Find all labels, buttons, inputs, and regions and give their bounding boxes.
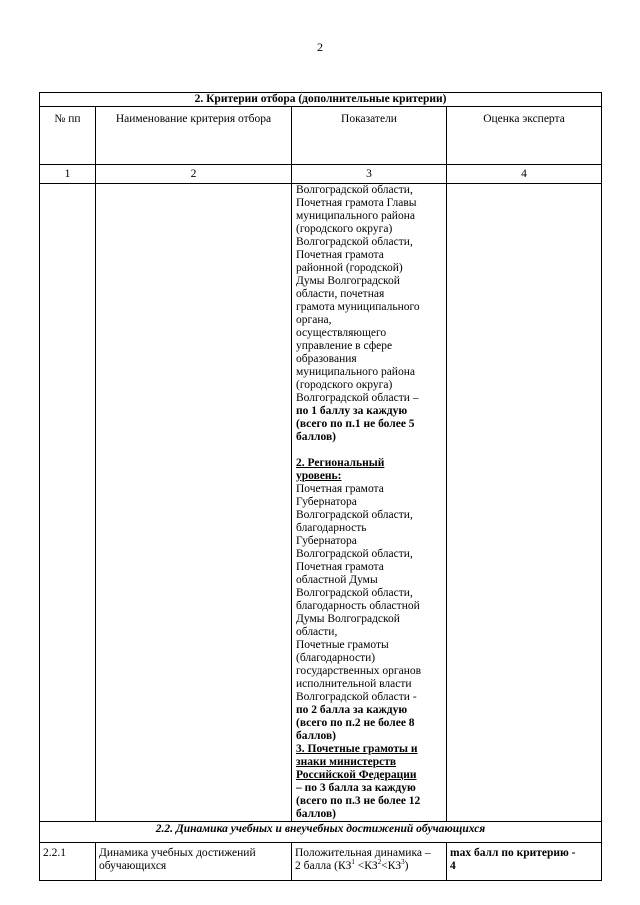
text-line: обучающихся (99, 860, 167, 872)
text-line: исполнительной власти (296, 678, 412, 690)
text-line: знаки министерств (296, 756, 397, 768)
text-line: Волгоградской области, (296, 509, 413, 521)
p2-bold-lines (296, 704, 444, 743)
indicator-sup-1: 1 (351, 858, 355, 867)
text-line: благодарность областной (296, 600, 420, 612)
row-2-2-1-name (96, 843, 292, 881)
text-line: баллов) (296, 431, 337, 443)
text-line: по 2 балла за каждую (296, 704, 408, 716)
text-line: муниципального района (296, 366, 415, 378)
text-line: благодарность (296, 522, 367, 534)
text-line: органа, (296, 314, 332, 326)
p3-heading (296, 743, 444, 782)
p1-lines (296, 184, 444, 405)
text-line: по 1 баллу за каждую (296, 405, 408, 417)
text-line: области, почетная (296, 288, 385, 300)
paragraph-gap (296, 444, 444, 457)
text-line: 2. Региональный (296, 457, 385, 469)
continuation-indicators-cell (292, 184, 447, 822)
text-line: (всего по п.2 не более 8 (296, 717, 415, 729)
text-line: (городского округа) (296, 223, 393, 235)
text-line: Почетные грамоты (296, 639, 389, 651)
indicator-lt-1: <КЗ (354, 860, 378, 872)
indicator-prefix: 2 балла (КЗ (295, 860, 352, 872)
p3-bold-lines (296, 782, 444, 821)
text-line: Российской Федерации (296, 769, 417, 781)
text-line: (благодарности) (296, 652, 376, 664)
text-line: осуществляющего (296, 327, 387, 339)
text-line: (городского округа) (296, 379, 393, 391)
text-line: областной Думы (296, 574, 378, 586)
text-line: районной (городской) (296, 262, 403, 274)
column-number-3: 3 (292, 165, 447, 184)
text-line: Губернатора (296, 535, 357, 547)
text-line: Волгоградской области - (296, 691, 417, 703)
row-2-2-1-indicator (292, 843, 447, 881)
column-number-4: 4 (447, 165, 602, 184)
column-number-1: 1 (40, 165, 96, 184)
text-line: Думы Волгоградской (296, 613, 400, 625)
page-number: 2 (317, 40, 323, 54)
text-line: max балл по критерию - (450, 847, 576, 859)
text-line: грамота муниципального (296, 301, 420, 313)
indicator-line-2 (295, 860, 443, 873)
text-line: Почетная грамота (296, 249, 384, 261)
column-number-2: 2 (96, 165, 292, 184)
text-line: (всего по п.1 не более 5 (296, 418, 415, 430)
text-line: Почетная грамота (296, 561, 384, 573)
section-title: 2. Критерии отбора (дополнительные критерии) (40, 93, 602, 107)
criteria-table (39, 92, 602, 881)
text-line: Волгоградской области – (296, 392, 419, 404)
text-line: Почетная грамота (296, 483, 384, 495)
text-line: области, (296, 626, 338, 638)
continuation-number-cell (40, 184, 96, 822)
text-line: управление в сфере (296, 340, 393, 352)
subsection-title: 2.2. Динамика учебных и внеучебных достижений обучающихся (40, 822, 602, 843)
text-line: 3. Почетные грамоты и (296, 743, 418, 755)
text-line: баллов) (296, 808, 337, 820)
text-line: баллов) (296, 730, 337, 742)
text-line: Волгоградской области, (296, 548, 413, 560)
header-criterion-name: Наименование критерия отбора (96, 107, 292, 165)
text-line: Волгоградской области, (296, 236, 413, 248)
text-line: государственных органов (296, 665, 422, 677)
text-line: муниципального района (296, 210, 415, 222)
header-indicators: Показатели (292, 107, 447, 165)
continuation-name-cell (96, 184, 292, 822)
text-line: уровень: (296, 470, 342, 482)
text-line: Губернатора (296, 496, 357, 508)
indicator-line-1: Положительная динамика – (295, 847, 431, 859)
row-2-2-1-score (447, 843, 602, 881)
indicator-sup-2: 2 (377, 858, 382, 867)
text-line: Волгоградской области, (296, 184, 413, 196)
continuation-score-cell (447, 184, 602, 822)
text-line: Динамика учебных достижений (99, 847, 256, 859)
header-number: № пп (40, 107, 96, 165)
indicator-close: ) (404, 860, 409, 872)
header-expert-score: Оценка эксперта (447, 107, 602, 165)
text-line: Волгоградской области, (296, 587, 413, 599)
text-line: Почетная грамота Главы (296, 197, 417, 209)
p2-lines (296, 483, 444, 704)
row-2-2-1-number: 2.2.1 (40, 843, 96, 881)
p1-bold-lines (296, 405, 444, 444)
text-line: 4 (450, 860, 456, 872)
indicator-lt-2: <КЗ (381, 860, 402, 872)
text-line: – по 3 балла за каждую (296, 782, 416, 794)
p2-heading (296, 457, 444, 483)
indicator-sup-3: 3 (401, 858, 405, 867)
text-line: образования (296, 353, 357, 365)
text-line: Думы Волгоградской (296, 275, 400, 287)
text-line: (всего по п.3 не более 12 (296, 795, 421, 807)
